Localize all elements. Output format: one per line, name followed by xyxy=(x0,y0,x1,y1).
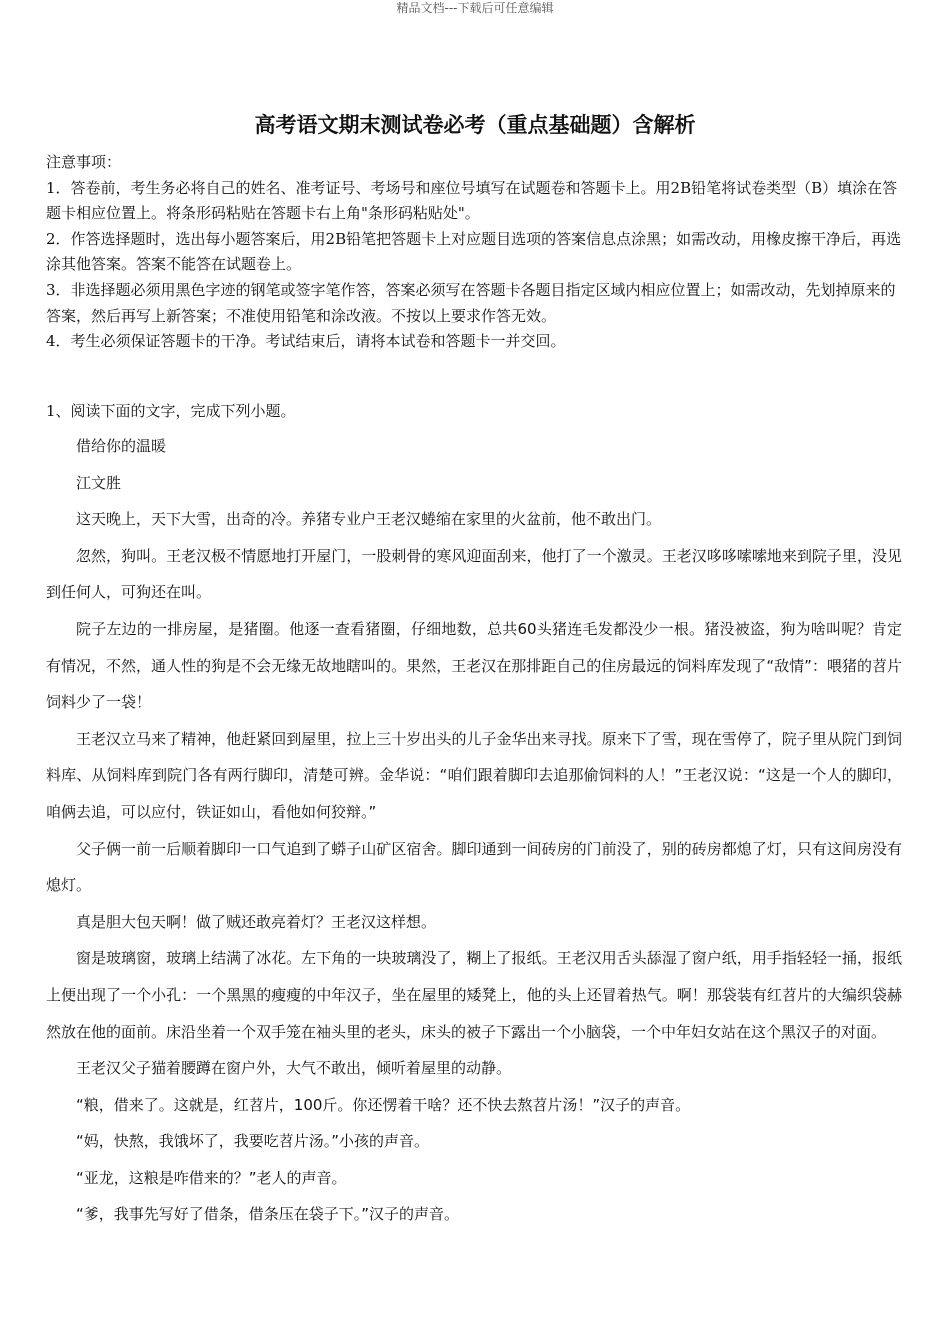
passage-paragraph: 院子左边的一排房屋，是猪圈。他逐一查看猪圈，仔细地数，总共60头猪连毛发都没少一根。猪没被盗，狗为啥叫呢？肯定有情况，不然，通人性的狗是不会无缘无故地瞎叫的。果然，王老汉在那排距自己的住房最远的饲料库发现了“敌情”：喂猪的苕片饲料少了一袋！ xyxy=(46,619,902,712)
passage-paragraph: 这天晚上，天下大雪，出奇的冷。养猪专业户王老汉蜷缩在家里的火盆前，他不敢出门。 xyxy=(76,510,662,529)
passage-author: 江文胜 xyxy=(76,473,122,492)
notice-item: 1．答卷前，考生务必将自己的姓名、准考证号、考场号和座位号填写在试题卷和答题卡上。用2B铅笔将试卷类型（B）填涂在答题卡相应位置上。将条形码粘贴在答题卡右上角"条形码粘贴处"。 xyxy=(46,178,898,223)
passage-paragraph: 真是胆大包天啊！做了贼还敢亮着灯？王老汉这样想。 xyxy=(76,912,437,931)
notice-item: 2．作答选择题时，选出每小题答案后，用2B铅笔把答题卡上对应题目选项的答案信息点涂黑；如需改动，用橡皮擦干净后，再选涂其他答案。答案不能答在试题卷上。 xyxy=(46,229,902,274)
page-title: 高考语文期末测试卷必考（重点基础题）含解析 xyxy=(254,113,696,137)
passage-paragraph: 王老汉父子猫着腰蹲在窗户外，大气不敢出，倾听着屋里的动静。 xyxy=(76,1059,512,1078)
passage-paragraph: 王老汉立马来了精神，他赶紧回到屋里，拉上三十岁出头的儿子金华出来寻找。原来下了雪，现在雪停了，院子里从院门到饲料库、从饲料库到院门各有两行脚印，清楚可辨。金华说：“咱们跟着脚印去追那偷饲料的人！”王老汉说：“这是一个人的脚印，咱俩去追，可以应付，铁证如山，看他如何狡辩。” xyxy=(46,729,902,821)
passage-paragraph: 忽然，狗叫。王老汉极不情愿地打开屋门，一股刺骨的寒风迎面刮来，他打了一个激灵。王老汉哆哆嗦嗦地来到院子里，没见到任何人，可狗还在叫。 xyxy=(46,546,902,602)
page-header-note: 精品文档---下载后可任意编辑 xyxy=(396,1,554,15)
reading-passage xyxy=(46,428,902,1233)
notice-item: 3．非选择题必须用黑色字迹的钢笔或签字笔作答，答案必须写在答题卡各题目指定区域内相应位置上；如需改动，先划掉原来的答案，然后再写上新答案；不准使用铅笔和涂改液。不按以上要求作答无效。 xyxy=(46,280,896,325)
passage-paragraph: “亚龙，这粮是咋借来的？”老人的声音。 xyxy=(76,1168,347,1187)
notice-heading: 注意事项： xyxy=(46,153,122,171)
passage-paragraph: “妈，快熬，我饿坏了，我要吃苕片汤。”小孩的声音。 xyxy=(76,1132,430,1151)
notice-item: 4．考生必须保证答题卡的干净。考试结束后，请将本试卷和答题卡一并交回。 xyxy=(46,332,566,351)
notice-section xyxy=(46,150,906,355)
question-intro: 1、阅读下面的文字，完成下列小题。 xyxy=(46,402,296,420)
passage-title: 借给你的温暖 xyxy=(76,437,167,455)
passage-paragraph: “爹，我事先写好了借条，借条压在袋子下。”汉子的声音。 xyxy=(76,1205,460,1224)
passage-paragraph: 父子俩一前一后顺着脚印一口气追到了蟒子山矿区宿舍。脚印通到一间砖房的门前没了，别的砖房都熄了灯，只有这间房没有熄灯。 xyxy=(46,839,902,895)
passage-paragraph: 窗是玻璃窗，玻璃上结满了冰花。左下角的一块玻璃没了，糊上了报纸。王老汉用舌头舔湿了窗户纸，用手指轻轻一捅，报纸上便出现了一个小孔：一个黑黑的瘦瘦的中年汉子，坐在屋里的矮凳上，他的头上还冒着热气。啊！那袋装有红苕片的大编织袋赫然放在他的面前。床沿坐着一个双手笼在袖头里的老头，床头的被子下露出一个小脑袋，一个中年妇女站在这个黑汉子的对面。 xyxy=(46,949,902,1041)
passage-paragraph: “粮，借来了。这就是，红苕片，100斤。你还愣着干啥？还不快去熬苕片汤！”汉子的声音。 xyxy=(76,1095,691,1114)
